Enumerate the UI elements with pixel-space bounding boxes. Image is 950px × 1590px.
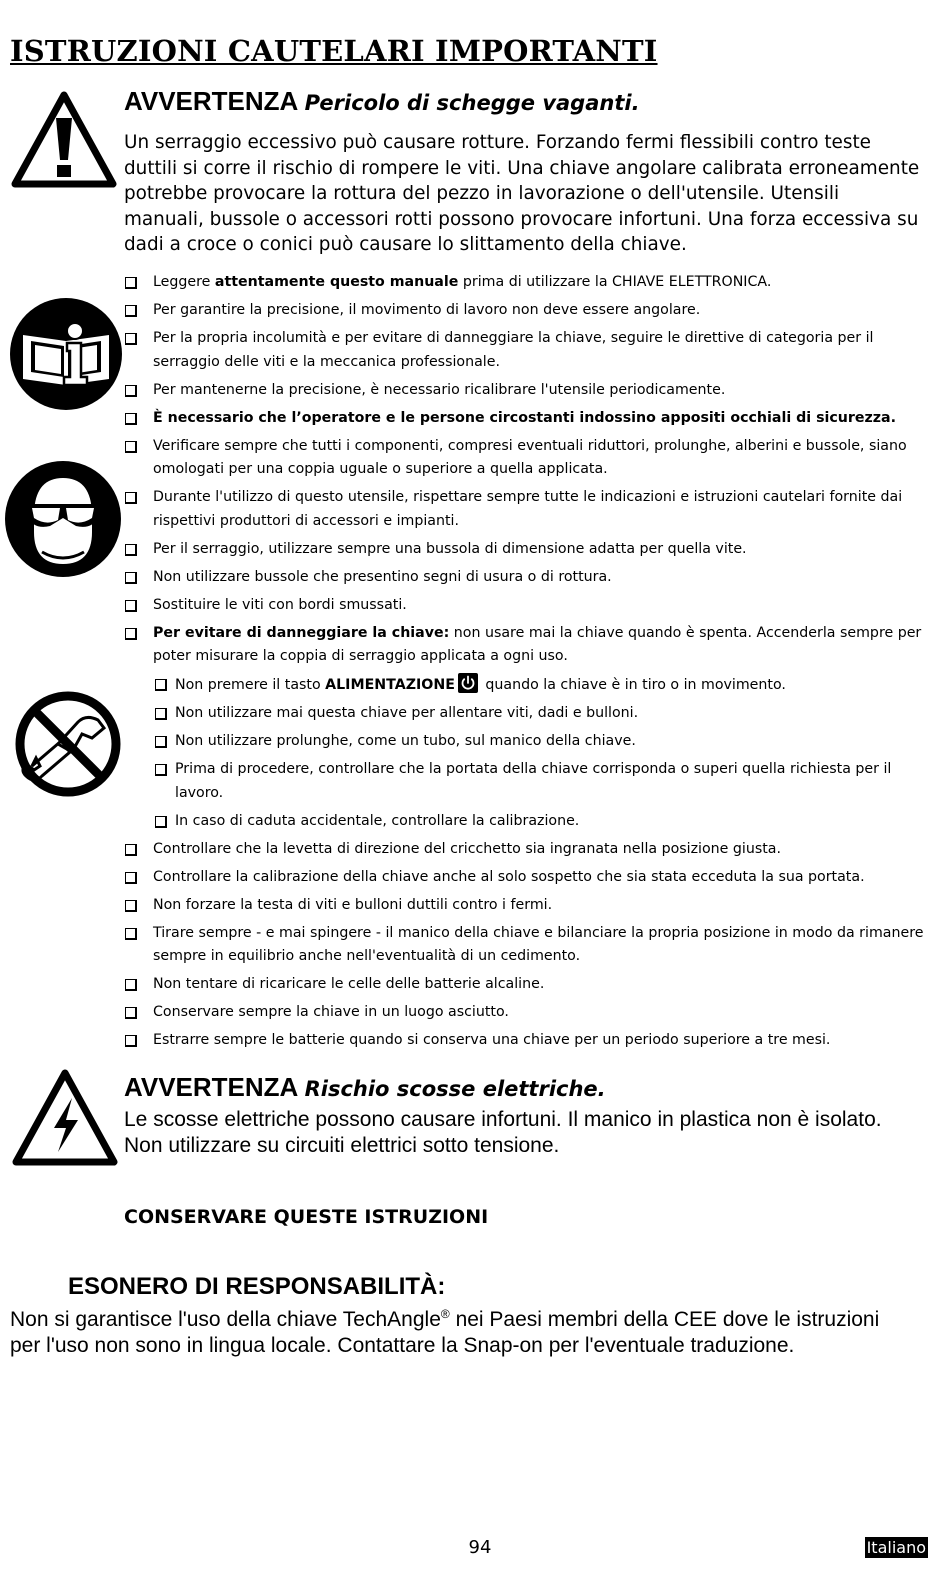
- item-bold-text: Per evitare di danneggiare la chiave:: [153, 624, 450, 641]
- list-item: [124, 838, 928, 862]
- no-wrench-icon: [12, 688, 124, 800]
- item-text: Leggere: [153, 274, 215, 290]
- electric-warning-heading: [124, 1072, 606, 1103]
- list-item: [124, 379, 928, 403]
- item-text: Durante l'utilizzo di questo utensile, rispettare sempre tutte le indicazioni e istruzioni cautelari fornite dai rispettivi produttori di accessori e impianti.: [153, 489, 903, 529]
- safety-checklist: [124, 271, 928, 1057]
- item-text: Non premere il tasto: [175, 677, 326, 693]
- warning-label: AVVERTENZA: [124, 86, 298, 116]
- list-item: [124, 435, 928, 482]
- power-icon: [458, 673, 478, 693]
- sub-list-item: [124, 673, 928, 698]
- checkbox-icon: [125, 600, 137, 612]
- list-item: [124, 271, 928, 295]
- checkbox-icon: [125, 441, 137, 453]
- list-item: [124, 486, 928, 533]
- checkbox-icon: [125, 844, 137, 856]
- item-text: Per la propria incolumità e per evitare di danneggiare la chiave, seguire le direttive di categoria per il serraggio delle viti e la meccanica professionale.: [153, 330, 874, 370]
- warning-label: AVVERTENZA: [124, 1072, 298, 1102]
- item-text: quando la chiave è in tiro o in movimento.: [480, 677, 786, 693]
- checkbox-icon: [125, 872, 137, 884]
- checkbox-icon: [155, 708, 167, 720]
- checkbox-icon: [155, 736, 167, 748]
- checkbox-icon: [125, 544, 137, 556]
- item-text: Tirare sempre - e mai spingere - il manico della chiave e bilanciare la propria posizione in modo da rimanere sempre in equilibrio anche nell'eventualità di un cedimento.: [153, 924, 924, 964]
- list-item: [124, 866, 928, 890]
- list-item: [124, 894, 928, 918]
- item-text: Non utilizzare bussole che presentino segni di usura o di rottura.: [153, 568, 612, 585]
- warning-text: Un serraggio eccessivo può causare rotture. Forzando fermi flessibili contro teste duttili si corre il rischio di rompere le viti. Una chiave angolare calibrata erroneamente potrebbe provocare la rottura del pezzo in lavorazione o dell'utensile. Utensili manuali, bussole o accessori rotti possono provocare infortuni. Una forza eccessiva su dadi a croce o conici può causare lo slittamento della chiave.: [124, 132, 920, 256]
- list-item: [124, 973, 928, 997]
- item-text: Verificare sempre che tutti i componenti, compresi eventuali riduttori, prolunghe, alberini e bussole, siano omologati per una coppia uguale o superiore a quella applicata.: [153, 437, 907, 477]
- item-bold-text: ALIMENTAZIONE: [325, 677, 455, 693]
- sub-list-item: [124, 730, 928, 754]
- sub-list-item: [124, 810, 928, 834]
- checkbox-icon: [125, 333, 137, 345]
- checkbox-icon: [155, 764, 167, 776]
- checkbox-icon: [155, 816, 167, 828]
- checkbox-icon: [125, 628, 137, 640]
- list-item: [124, 622, 928, 669]
- warning-exclamation-icon: [10, 90, 118, 190]
- checkbox-icon: [125, 900, 137, 912]
- electric-warning-text: [124, 1107, 884, 1159]
- warning-subheading: Rischio scosse elettriche.: [304, 1077, 606, 1101]
- list-item: [124, 1029, 928, 1053]
- sub-list-item: [124, 758, 928, 805]
- disclaimer-title: ESONERO DI RESPONSABILITÀ:: [68, 1273, 446, 1300]
- registered-mark: ®: [440, 1307, 450, 1321]
- electric-shock-icon: [10, 1068, 120, 1168]
- language-badge: Italiano: [866, 1538, 926, 1557]
- item-text: Sostituire le viti con bordi smussati.: [153, 596, 407, 613]
- checkbox-icon: [125, 979, 137, 991]
- item-text: Conservare sempre la chiave in un luogo asciutto.: [153, 1004, 509, 1020]
- checkbox-icon: [125, 385, 137, 397]
- item-text: Controllare la calibrazione della chiave anche al solo sospetto che sia stata ecceduta la sua portata.: [153, 868, 865, 885]
- checkbox-icon: [125, 305, 137, 317]
- warning-line: Le scosse elettriche possono causare infortuni. Il manico in plastica non è isolato.: [124, 1108, 882, 1131]
- item-text: Per garantire la precisione, il movimento di lavoro non deve essere angolare.: [153, 302, 701, 318]
- item-text: prima di utilizzare la CHIAVE ELETTRONICA.: [458, 274, 772, 290]
- item-text: non usare mai la chiave quando è spenta. Accenderla sempre per poter misurare la coppia di serraggio applicata a ogni uso.: [153, 624, 922, 664]
- list-item: [124, 1001, 928, 1025]
- checkbox-icon: [125, 413, 137, 425]
- checkbox-icon: [125, 492, 137, 504]
- checkbox-icon: [125, 1007, 137, 1019]
- sub-list-item: [124, 702, 928, 726]
- item-text: Per il serraggio, utilizzare sempre una bussola di dimensione adatta per quella vite.: [153, 540, 747, 557]
- disclaimer-text-part: nei Paesi membri della CEE dove le istruzioni per l'uso non sono in lingua locale. Contattare la Snap-on per l'eventuale traduzione.: [10, 1308, 880, 1357]
- warning-heading: [124, 86, 640, 117]
- item-bold-text: attentamente questo manuale: [214, 274, 459, 290]
- checkbox-icon: [125, 572, 137, 584]
- list-item: [124, 299, 928, 323]
- checkbox-icon: [155, 679, 167, 691]
- list-item: [124, 407, 928, 431]
- list-item: [124, 594, 928, 618]
- warning-subheading: Pericolo di schegge vaganti.: [304, 91, 640, 115]
- disclaimer-text-part: Non si garantisce l'uso della chiave TechAngle: [10, 1308, 441, 1331]
- list-item: [124, 327, 928, 374]
- item-text: Non utilizzare prolunghe, come un tubo, sul manico della chiave.: [175, 733, 636, 749]
- disclaimer-text: [10, 1302, 890, 1358]
- safety-goggles-icon: [4, 460, 122, 578]
- item-text: Non utilizzare mai questa chiave per allentare viti, dadi e bulloni.: [175, 705, 639, 721]
- checkbox-icon: [125, 928, 137, 940]
- item-text: Per mantenerne la precisione, è necessario ricalibrare l'utensile periodicamente.: [153, 381, 726, 398]
- item-text: Estrarre sempre le batterie quando si conserva una chiave per un periodo superiore a tre mesi.: [153, 1032, 831, 1048]
- item-text: Non tentare di ricaricare le celle delle batterie alcaline.: [153, 976, 545, 992]
- item-text: Controllare che la levetta di direzione del cricchetto sia ingranata nella posizione giusta.: [153, 840, 782, 857]
- list-item: [124, 566, 928, 590]
- read-manual-icon: [9, 297, 123, 411]
- checkbox-icon: [125, 1035, 137, 1047]
- item-bold-text: È necessario che l’operatore e le persone circostanti indossino appositi occhiali di sicurezza.: [153, 409, 897, 426]
- list-item: [124, 538, 928, 562]
- keep-instructions: CONSERVARE QUESTE ISTRUZIONI: [124, 1206, 489, 1228]
- checkbox-icon: [125, 277, 137, 289]
- item-text: Non forzare la testa di viti e bulloni duttili contro i fermi.: [153, 896, 553, 913]
- page-number: 94: [468, 1537, 492, 1558]
- warning-line: Non utilizzare su circuiti elettrici sotto tensione.: [124, 1134, 560, 1157]
- item-text: In caso di caduta accidentale, controllare la calibrazione.: [175, 812, 580, 829]
- page-title: ISTRUZIONI CAUTELARI IMPORTANTI: [10, 34, 658, 68]
- list-item: [124, 922, 928, 969]
- item-text: Prima di procedere, controllare che la portata della chiave corrisponda o superi quella richiesta per il lavoro.: [175, 761, 892, 801]
